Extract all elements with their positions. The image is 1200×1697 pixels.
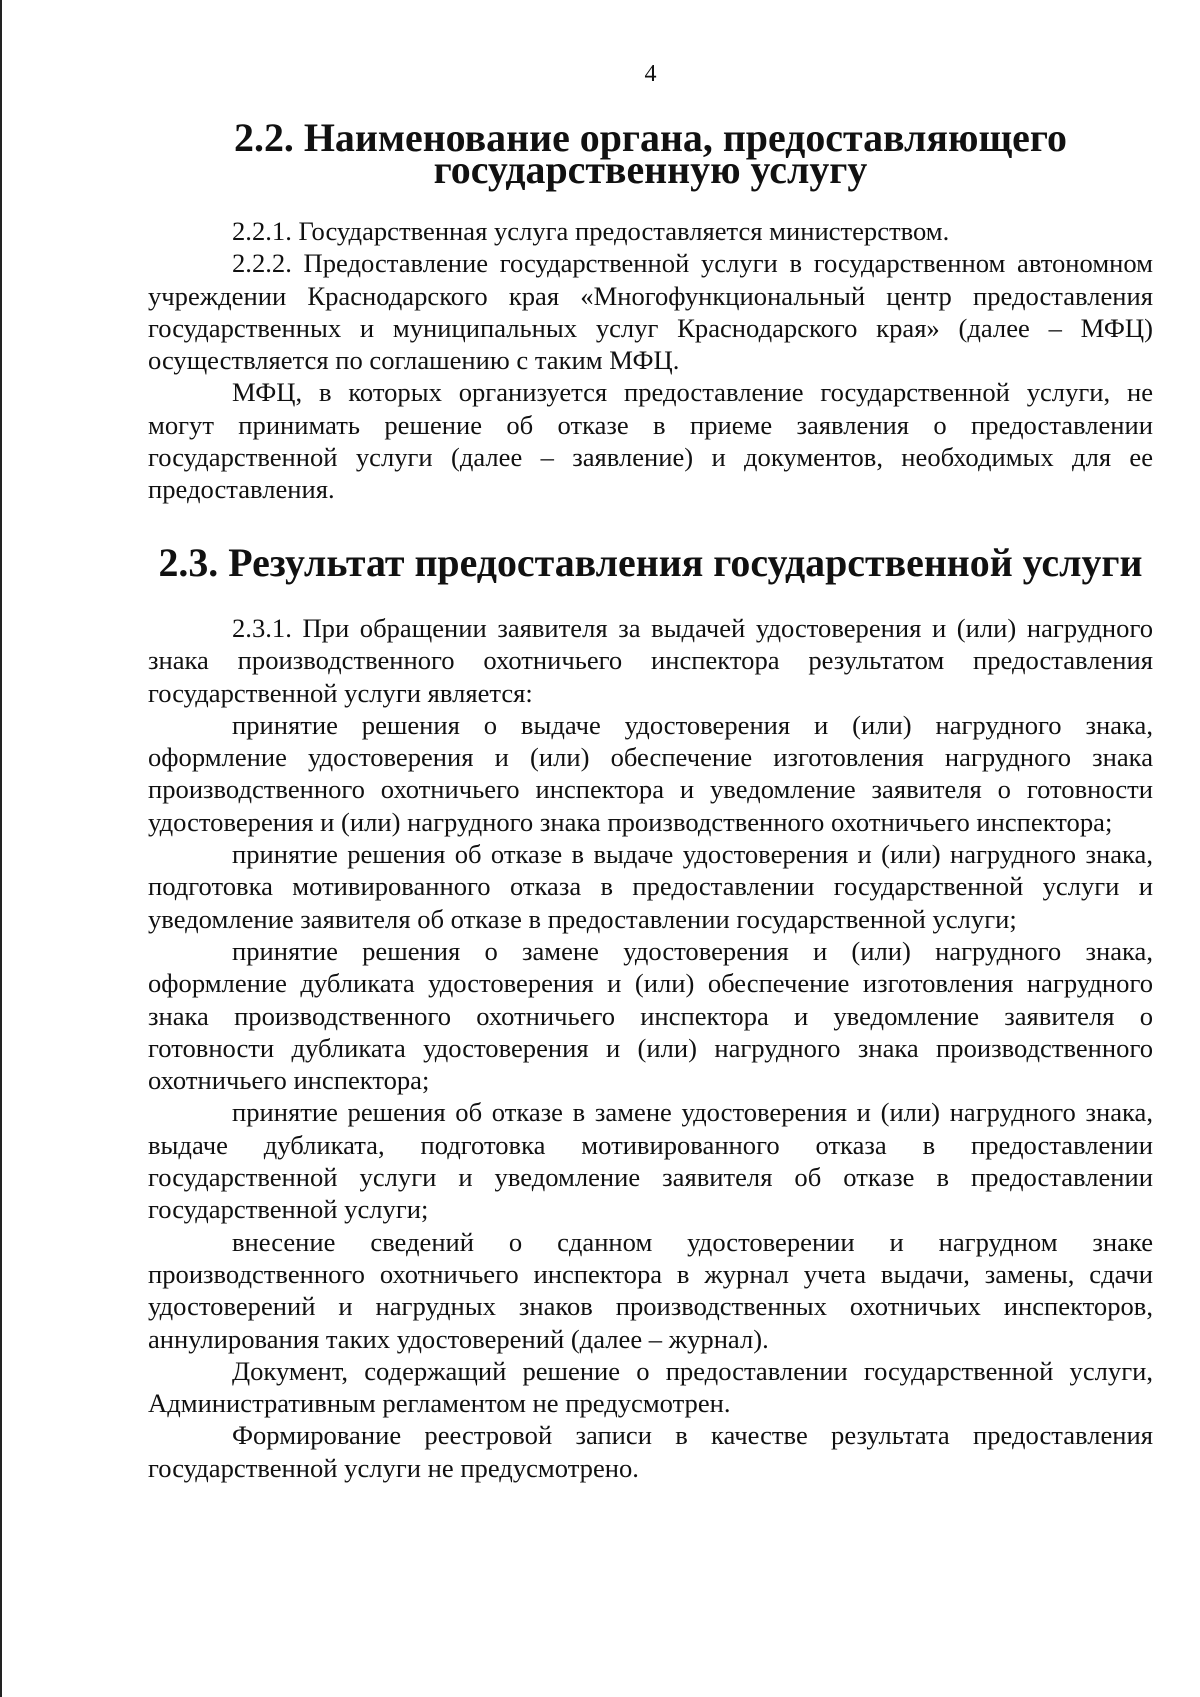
result-item-issue: принятие решения о выдаче удостоверения и (или) нагрудного знака, оформление удостоверения и (или) обеспечение изготовления нагрудного знака производственного охотничьего инспектора и уведомление заявителя о готовности удостоверения и (или) нагрудного знака производственного охотничьего инспектора;: [148, 709, 1153, 837]
paragraph-2-3-1: 2.3.1. При обращении заявителя за выдачей удостоверения и (или) нагрудного знака производственного охотничьего инспектора результатом предоставления государственной услуги является:: [148, 613, 1153, 708]
paragraph-decision-document: Документ, содержащий решение о предоставлении государственной услуги, Административным регламентом не предусмотрен.: [148, 1355, 1153, 1419]
paragraph-registry-record: Формирование реестровой записи в качестве результата предоставления государственной услуги не предусмотрено.: [148, 1420, 1153, 1483]
result-item-refusal-replacement: принятие решения об отказе в замене удостоверения и (или) нагрудного знака, выдаче дубликата, подготовка мотивированного отказа в предоставлении государственной услуги и уведомление заявителя об отказе в предоставлении государственной услуги;: [148, 1097, 1153, 1225]
paragraph-2-2-2: 2.2.2. Предоставление государственной услуги в государственном автономном учреждении Краснодарского края «Многофункциональный центр предоставления государственных и муниципальных услуг Краснодарского края» (далее – МФЦ) осуществляется по соглашению с таким МФЦ.: [148, 248, 1153, 376]
scan-left-edge: [0, 0, 2, 1697]
result-item-replacement: принятие решения о замене удостоверения и (или) нагрудного знака, оформление дубликата удостоверения и (или) обеспечение изготовления нагрудного знака производственного охотничьего инспектора и уведомление заявителя о готовности дубликата удостоверения и (или) нагрудного знака производственного охотничьего инспектора;: [148, 935, 1153, 1096]
section-2-2-heading: [148, 115, 1153, 193]
page-number: 4: [644, 61, 657, 87]
paragraph-2-2-1: 2.2.1. Государственная услуга предоставляется министерством.: [232, 216, 950, 246]
section-2-3-body: [148, 612, 1153, 1484]
section-2-2-heading-line-1: 2.2. Наименование органа, предоставляющего: [234, 115, 1067, 160]
result-item-journal-entry: внесение сведений о сданном удостоверении и нагрудном знаке производственного охотничьего инспектора в журнал учета выдачи, замены, сдачи удостоверений и нагрудных знаков производственных охотничьих инспекторов, аннулирования таких удостоверений (далее – журнал).: [148, 1226, 1153, 1354]
paragraph-mfc-restriction: МФЦ, в которых организуется предоставление государственной услуги, не могут принимать решение об отказе в приеме заявления о предоставлении государственной услуги (далее – заявление) и документов, необходимых для ее предоставления.: [148, 377, 1153, 505]
section-2-2-heading-line-2: государственную услугу: [433, 147, 868, 193]
result-item-refusal-issue: принятие решения об отказе в выдаче удостоверения и (или) нагрудного знака, подготовка мотивированного отказа в предоставлении государственной услуги и уведомление заявителя об отказе в предоставлении государственной услуги;: [148, 839, 1153, 934]
section-2-3-heading: 2.3. Результат предоставления государственной услуги: [158, 540, 1143, 585]
section-2-2-body: [148, 215, 1153, 506]
